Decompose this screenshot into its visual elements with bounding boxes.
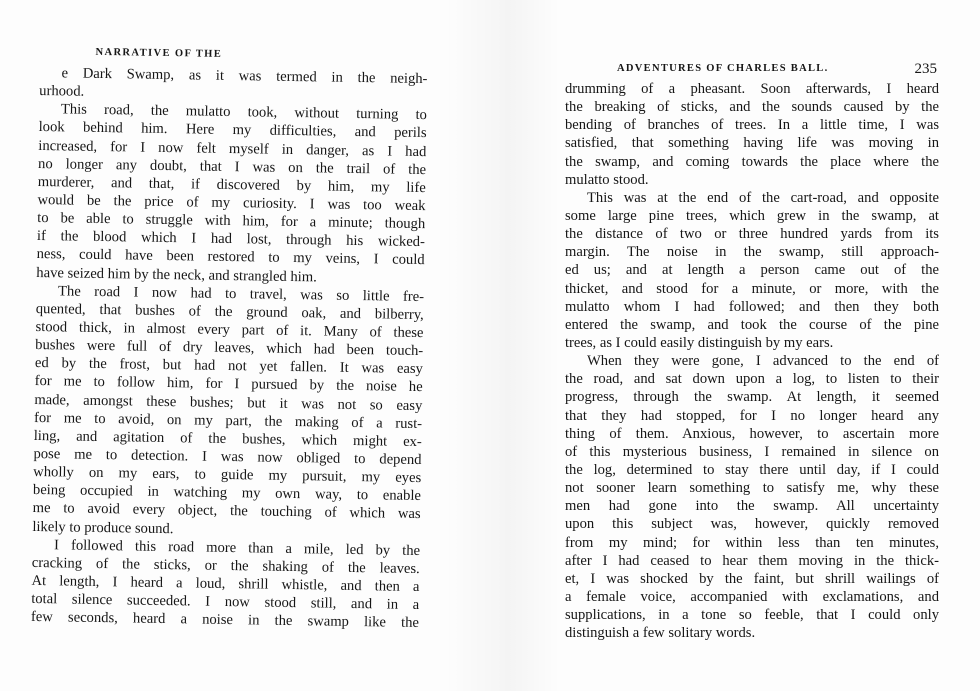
text-line: mulatto stood. bbox=[565, 171, 649, 188]
text-line: The road I now had to travel, was so little fre- bbox=[57, 283, 425, 305]
right-page bbox=[565, 58, 939, 642]
text-line: stood thick, in almost every part of it. Many of these bbox=[35, 318, 424, 342]
text-line: the distance of two or three hundred yards from its bbox=[565, 226, 939, 243]
text-line: ed by the frost, but had not yet fallen. It was easy bbox=[34, 355, 424, 378]
text-line: bending of branches of trees. In a little time, I was bbox=[565, 117, 939, 134]
text-line: satisfied, that something having life was moving in bbox=[565, 135, 939, 152]
text-line: ness, could have been restored to my veins, I could bbox=[36, 246, 425, 269]
text-line: murderer, and that, if discovered by him, my life bbox=[37, 173, 426, 196]
text-line: supplications, in a tone so feeble, that I could only bbox=[565, 607, 939, 624]
left-page-body bbox=[31, 64, 428, 632]
text-line: have seized him by the neck, and strangled him. bbox=[36, 264, 317, 285]
text-line: few seconds, heard a noise in the swamp like the bbox=[30, 609, 420, 632]
left-running-head: NARRATIVE OF THE bbox=[95, 46, 223, 60]
text-line: margin. The noise in the swamp, still approach- bbox=[565, 244, 939, 261]
text-line: trees, as I could easily distinguish by my ears. bbox=[565, 334, 834, 351]
text-line: not sooner learn something to satisfy me, why these bbox=[565, 480, 939, 497]
text-line: e Dark Swamp, as it was termed in the neigh- bbox=[61, 65, 428, 88]
text-line: men had gone into the swamp. All uncertainty bbox=[565, 498, 939, 515]
text-line: the log, determined to stay there until day, if I could bbox=[565, 461, 939, 478]
text-line: would be the price of my curiosity. I was too weak bbox=[37, 191, 426, 215]
left-page bbox=[31, 42, 428, 632]
text-line: et, I was shocked by the faint, but shrill wailings of bbox=[565, 570, 939, 587]
text-line: mulatto whom I had followed; and then they both bbox=[565, 298, 939, 315]
text-line: distinguish a few solitary words. bbox=[565, 625, 756, 642]
right-page-body bbox=[565, 80, 939, 642]
text-line: At length, I heard a loud, shrill whistle, and then a bbox=[31, 572, 420, 595]
text-line: for me to follow him, for I pursued by the noise he bbox=[34, 373, 423, 396]
text-line: thicket, and stood for a minute, or more, with the bbox=[565, 280, 939, 297]
text-line: quented, that bushes of the ground oak, and bilberry, bbox=[35, 300, 424, 323]
book-gutter bbox=[445, 0, 560, 691]
text-line: a female voice, accompanied with exclamations, and bbox=[565, 588, 939, 605]
text-line: urhood. bbox=[39, 83, 85, 100]
text-line: I followed this road more than a mile, led by the bbox=[53, 536, 421, 559]
text-line: This was at the end of the cart-road, and opposite bbox=[587, 189, 939, 206]
text-line: ling, and agitation of the bushes, which might ex- bbox=[33, 427, 422, 450]
text-line: When they were gone, I advanced to the end of bbox=[587, 353, 939, 370]
text-line: the road, and sat down upon a log, to listen to their bbox=[565, 371, 939, 388]
text-line: This road, the mulatto took, without turning to bbox=[60, 101, 428, 124]
text-line: to be able to struggle with him, for a minute; though bbox=[37, 210, 426, 233]
text-line: after I had ceased to hear them moving in the thick- bbox=[565, 552, 939, 569]
text-line: thing of them. Anxious, however, to ascertain more bbox=[565, 425, 939, 442]
text-line: upon this subject was, however, quickly removed bbox=[565, 516, 939, 533]
text-line: some large pine trees, which grew in the swamp, at bbox=[565, 207, 939, 224]
text-line: for me to avoid, on my part, the making of a rust- bbox=[33, 409, 423, 432]
text-line: if the blood which I had lost, through his wicked- bbox=[36, 228, 426, 251]
text-line: no longer any doubt, that I was on the trail of the bbox=[37, 155, 427, 178]
text-line: increased, for I now felt myself in danger, as I had bbox=[38, 137, 427, 160]
text-line: that they had stopped, for I no longer heard any bbox=[565, 407, 939, 424]
text-line: made, amongst these bushes; but it was not so easy bbox=[34, 391, 423, 414]
text-line: of this mysterious business, I remained in silence on bbox=[565, 443, 939, 460]
text-line: ed us; and at length a person came out of the bbox=[565, 262, 939, 279]
text-line: look behind him. Here my difficulties, and perils bbox=[38, 119, 427, 142]
text-line: likely to produce sound. bbox=[32, 518, 174, 537]
text-line: bushes were full of dry leaves, which had been touch- bbox=[35, 337, 424, 360]
right-running-head: ADVENTURES OF CHARLES BALL. bbox=[617, 63, 829, 74]
text-line: cracking of the sticks, or the shaking of the leaves. bbox=[31, 554, 420, 577]
text-line: the swamp, and coming towards the place where the bbox=[565, 153, 939, 170]
text-line: from my mind; for within less than ten minutes, bbox=[565, 534, 939, 551]
text-line: entered the swamp, and took the course of the pine bbox=[565, 316, 939, 333]
text-line: the breaking of sticks, and the sounds caused by the bbox=[565, 99, 939, 116]
text-line: being occupied in watching my own way, to enable bbox=[32, 482, 422, 505]
text-line: total silence succeeded. I now stood still, and in a bbox=[31, 591, 420, 614]
text-line: progress, through the swamp. At length, it seemed bbox=[565, 389, 939, 406]
text-line: pose me to detection. I was now obliged to depend bbox=[33, 445, 422, 468]
right-header bbox=[565, 58, 939, 80]
text-line: wholly on my ears, to guide my pursuit, my eyes bbox=[33, 464, 422, 487]
text-line: drumming of a pheasant. Soon afterwards, I heard bbox=[565, 81, 939, 97]
page-number: 235 bbox=[914, 61, 937, 77]
text-line: me to avoid every object, the touching of which was bbox=[32, 500, 421, 523]
